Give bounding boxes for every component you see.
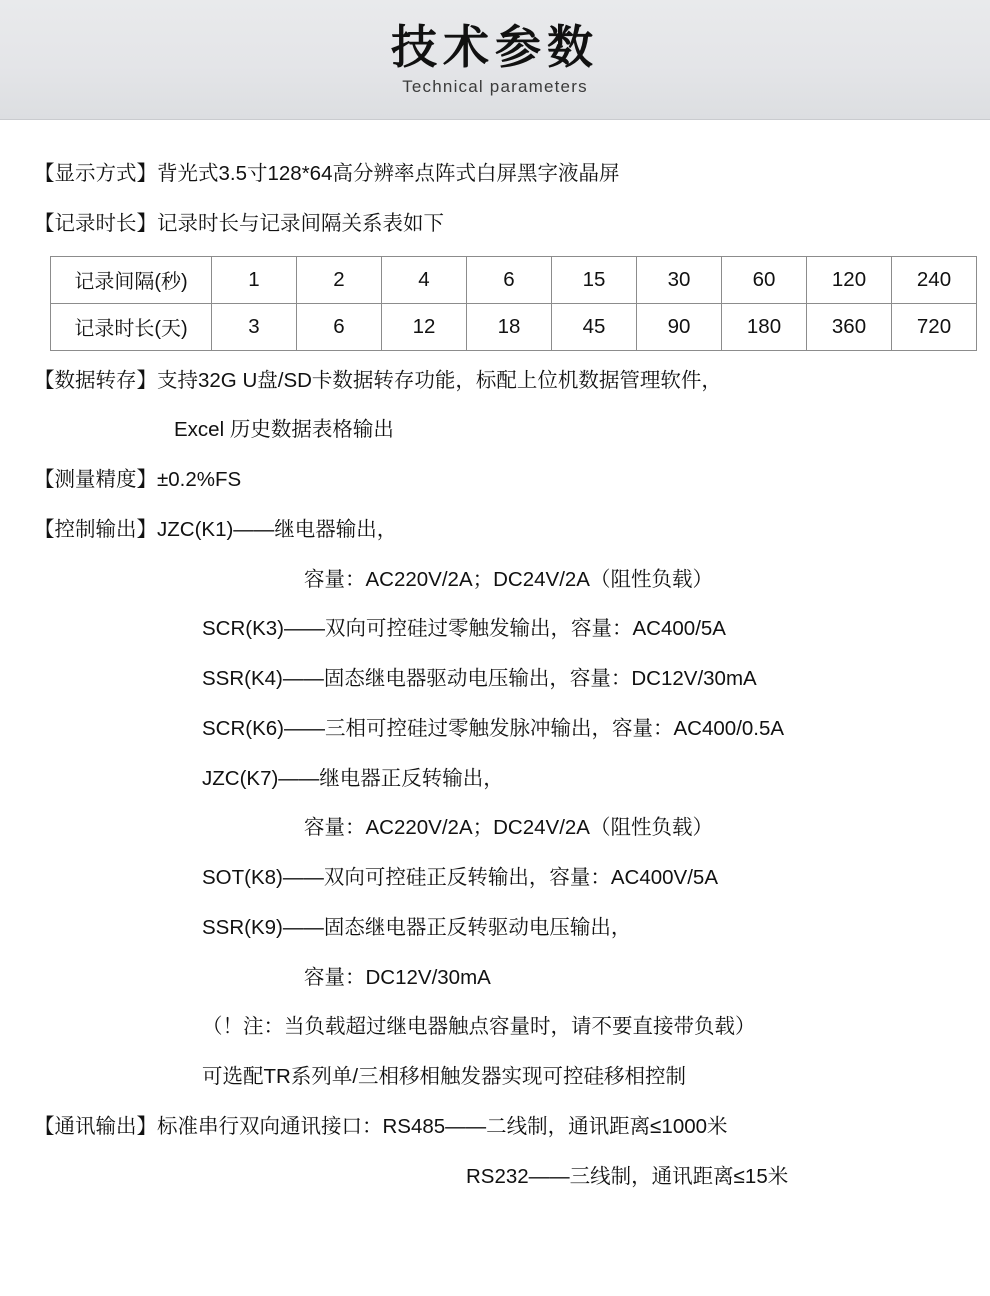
table-row-header-interval: 记录间隔(秒) (51, 256, 212, 303)
table-cell: 12 (382, 303, 467, 350)
table-cell: 90 (637, 303, 722, 350)
spec-accuracy-label: 【测量精度】 (34, 468, 157, 492)
page-banner (0, 0, 990, 120)
spec-control-value: JZC(K1)——继电器输出， (157, 517, 398, 541)
table-cell: 1 (212, 256, 297, 303)
spec-display-value: 背光式3.5寸128*64高分辨率点阵式白屏黑字液晶屏 (157, 162, 620, 185)
spec-record-value: 记录时长与记录间隔关系表如下 (157, 211, 444, 235)
table-cell: 6 (297, 303, 382, 350)
spec-transfer-value: 支持32G U盘/SD卡数据转存功能，标配上位机数据管理软件， (157, 368, 722, 392)
spec-accuracy-value: ±0.2%FS (157, 468, 242, 492)
table-cell: 240 (892, 256, 977, 303)
record-table (50, 256, 977, 351)
spec-record-label: 【记录时长】 (34, 211, 157, 235)
table-cell: 60 (722, 256, 807, 303)
spec-transfer (34, 365, 956, 397)
table-cell: 4 (382, 256, 467, 303)
control-line: SCR(K3)——双向可控硅过零触发输出，容量：AC400/5A (202, 617, 726, 641)
table-cell: 360 (807, 303, 892, 350)
spec-record (34, 208, 956, 240)
spec-display (34, 158, 956, 190)
table-row (51, 303, 977, 350)
control-note: （！注：当负载超过继电器触点容量时，请不要直接带负载） (202, 1015, 756, 1039)
table-cell: 720 (892, 303, 977, 350)
page-title: 技术参数 (391, 21, 599, 74)
control-line: SSR(K4)——固态继电器驱动电压输出，容量：DC12V/30mA (202, 667, 757, 691)
control-line: 容量：DC12V/30mA (304, 965, 491, 989)
spec-content (0, 120, 990, 1231)
table-cell: 120 (807, 256, 892, 303)
control-line: SOT(K8)——双向可控硅正反转输出，容量：AC400V/5A (202, 866, 718, 890)
spec-comm-value-2: RS232——三线制，通讯距离≤15米 (466, 1164, 789, 1188)
spec-display-label: 【显示方式】 (34, 162, 157, 185)
table-cell: 180 (722, 303, 807, 350)
control-line: 容量：AC220V/2A；DC24V/2A（阻性负载） (304, 816, 713, 840)
table-cell: 3 (212, 303, 297, 350)
control-line: 容量：AC220V/2A；DC24V/2A（阻性负载） (304, 567, 713, 591)
table-cell: 15 (552, 256, 637, 303)
control-line: JZC(K7)——继电器正反转输出， (202, 766, 504, 790)
control-line: SCR(K6)——三相可控硅过零触发脉冲输出，容量：AC400/0.5A (202, 716, 785, 740)
table-cell: 30 (637, 256, 722, 303)
spec-transfer-label: 【数据转存】 (34, 368, 157, 392)
table-cell: 18 (467, 303, 552, 350)
spec-comm-value: 标准串行双向通讯接口：RS485——二线制，通讯距离≤1000米 (157, 1115, 728, 1139)
control-line: SSR(K9)——固态继电器正反转驱动电压输出， (202, 915, 632, 939)
spec-control (34, 514, 956, 546)
table-cell: 45 (552, 303, 637, 350)
control-line: 可选配TR系列单/三相移相触发器实现可控硅移相控制 (202, 1065, 687, 1089)
table-cell: 2 (297, 256, 382, 303)
page-subtitle: Technical parameters (402, 76, 588, 96)
table-cell: 6 (467, 256, 552, 303)
spec-accuracy (34, 464, 956, 496)
spec-transfer-value-2: Excel 历史数据表格输出 (174, 418, 394, 442)
spec-comm-label: 【通讯输出】 (34, 1115, 157, 1139)
table-row (51, 256, 977, 303)
spec-control-label: 【控制输出】 (34, 517, 157, 541)
spec-comm (34, 1111, 956, 1143)
table-row-header-duration: 记录时长(天) (51, 303, 212, 350)
